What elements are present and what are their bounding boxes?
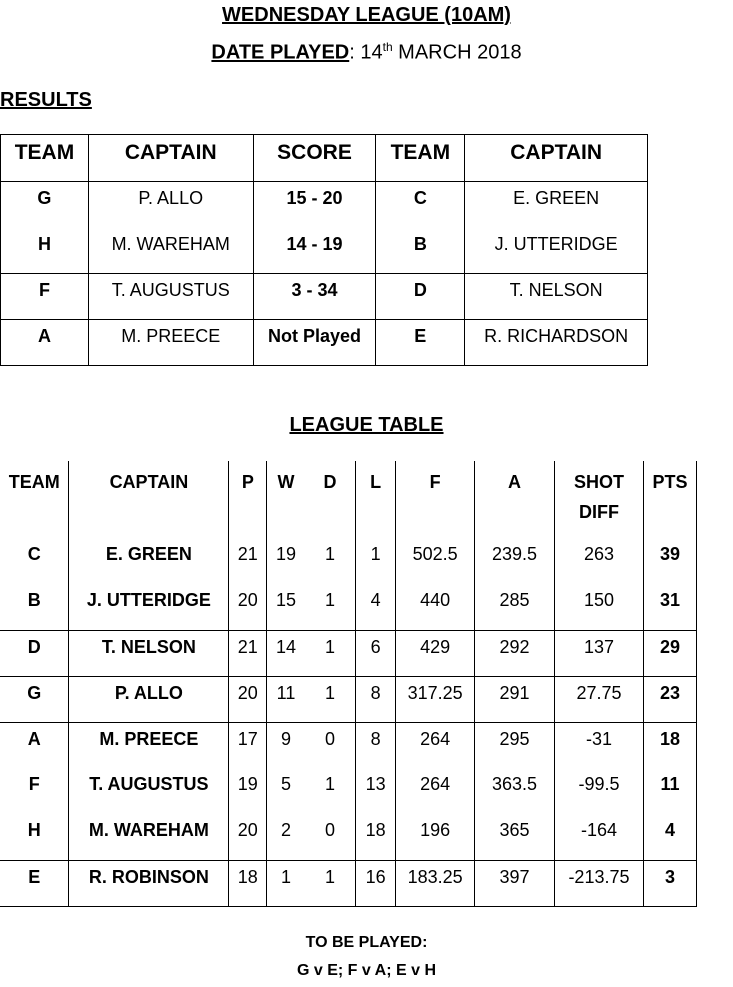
league-won: 5: [267, 768, 305, 814]
results-col-captain1: CAPTAIN: [88, 135, 253, 182]
league-col-for: F: [396, 461, 475, 538]
league-captain: M. PREECE: [69, 722, 229, 768]
date-rest: MARCH 2018: [392, 41, 522, 64]
league-against: 291: [475, 676, 555, 722]
league-shot-diff: -164: [555, 814, 644, 860]
league-points: 4: [643, 814, 696, 860]
league-row: [0, 768, 697, 814]
league-won: 15: [267, 584, 305, 630]
league-for: 502.5: [396, 538, 475, 584]
league-shot-diff: 150: [555, 584, 644, 630]
league-drawn: 0: [305, 722, 356, 768]
results-score: 15 - 20: [253, 182, 376, 228]
league-lost: 1: [356, 538, 396, 584]
results-captain2: E. GREEN: [465, 182, 648, 228]
results-team2: C: [376, 182, 465, 228]
league-against: 292: [475, 630, 555, 676]
league-points: 23: [643, 676, 696, 722]
league-header-row: [0, 461, 697, 538]
league-against: 397: [475, 860, 555, 906]
league-lost: 8: [356, 676, 396, 722]
league-team: E: [0, 860, 69, 906]
league-col-against: A: [475, 461, 555, 538]
league-drawn: 1: [305, 676, 356, 722]
results-header-row: [1, 135, 648, 182]
league-lost: 6: [356, 630, 396, 676]
results-score: 3 - 34: [253, 274, 376, 320]
results-captain2: J. UTTERIDGE: [465, 228, 648, 274]
league-won: 14: [267, 630, 305, 676]
date-played-label: DATE PLAYED: [211, 41, 350, 64]
league-won: 11: [267, 676, 305, 722]
league-points: 29: [643, 630, 696, 676]
league-lost: 13: [356, 768, 396, 814]
results-captain1: M. PREECE: [88, 320, 253, 366]
league-played: 18: [229, 860, 267, 906]
league-row: [0, 584, 697, 630]
league-drawn: 1: [324, 590, 335, 610]
league-points: 18: [643, 722, 696, 768]
results-team2: D: [376, 274, 465, 320]
league-col-points: PTS: [643, 461, 696, 538]
results-heading: RESULTS: [0, 89, 92, 111]
league-row: [0, 676, 697, 722]
league-row: [0, 538, 697, 584]
league-row: [0, 814, 697, 860]
shot-diff-line2: DIFF: [578, 502, 619, 522]
league-drawn: 1: [305, 860, 356, 906]
results-captain2: R. RICHARDSON: [465, 320, 648, 366]
results-score: 14 - 19: [253, 228, 376, 274]
league-lost: 18: [356, 814, 396, 860]
league-played: 20: [229, 584, 267, 630]
league-for: 196: [396, 814, 475, 860]
league-against: 285: [475, 584, 555, 630]
date-suffix: th: [382, 40, 393, 54]
league-shot-diff: -31: [555, 722, 644, 768]
results-score: Not Played: [253, 320, 376, 366]
league-captain: P. ALLO: [69, 676, 229, 722]
league-captain: J. UTTERIDGE: [69, 584, 229, 630]
league-captain: R. ROBINSON: [69, 860, 229, 906]
league-points: 11: [643, 768, 696, 814]
league-for: 429: [396, 630, 475, 676]
league-row: [0, 630, 697, 676]
results-row: [1, 182, 648, 228]
results-row: [1, 274, 648, 320]
page-title: WEDNESDAY LEAGUE (10AM): [222, 4, 511, 26]
results-captain1: M. WAREHAM: [88, 228, 253, 274]
to-be-played-label: TO BE PLAYED:: [305, 934, 428, 951]
league-col-won: W: [267, 461, 305, 538]
results-table: [0, 134, 648, 366]
league-col-shot-diff: [555, 461, 644, 538]
league-against: 365: [475, 814, 555, 860]
league-shot-diff: -213.75: [555, 860, 644, 906]
league-team: H: [27, 820, 41, 840]
league-col-captain: CAPTAIN: [69, 461, 229, 538]
league-col-played: P: [229, 461, 267, 538]
results-captain1: T. AUGUSTUS: [88, 274, 253, 320]
league-team: D: [0, 630, 69, 676]
league-captain: T. AUGUSTUS: [69, 768, 229, 814]
league-shot-diff: 27.75: [555, 676, 644, 722]
league-drawn: 1: [305, 630, 356, 676]
results-captain1: P. ALLO: [88, 182, 253, 228]
league-for: 264: [396, 768, 475, 814]
league-team: F: [28, 774, 40, 794]
league-captain: E. GREEN: [69, 538, 229, 584]
league-against: 363.5: [475, 768, 555, 814]
results-captain2: T. NELSON: [465, 274, 648, 320]
league-team: G: [0, 676, 69, 722]
league-team: A: [0, 722, 69, 768]
league-drawn: 0: [324, 820, 335, 840]
league-for: 183.25: [396, 860, 475, 906]
results-row: [1, 228, 648, 274]
league-won: 1: [267, 860, 305, 906]
league-table: [0, 461, 697, 907]
league-shot-diff: 263: [555, 538, 644, 584]
league-played: 21: [229, 538, 267, 584]
league-won: 2: [267, 814, 305, 860]
league-points: 39: [643, 538, 696, 584]
results-col-team1: TEAM: [1, 135, 89, 182]
league-table-heading: LEAGUE TABLE: [289, 414, 444, 436]
results-col-captain2: CAPTAIN: [465, 135, 648, 182]
results-col-score: SCORE: [253, 135, 376, 182]
league-shot-diff: 137: [555, 630, 644, 676]
league-team: B: [27, 590, 41, 610]
league-won: 19: [267, 538, 305, 584]
league-captain: T. NELSON: [69, 630, 229, 676]
league-shot-diff: -99.5: [555, 768, 644, 814]
league-played: 20: [229, 814, 267, 860]
league-points: 31: [643, 584, 696, 630]
results-team1: A: [1, 320, 89, 366]
league-for: 264: [396, 722, 475, 768]
league-played: 17: [229, 722, 267, 768]
league-played: 19: [229, 768, 267, 814]
league-against: 295: [475, 722, 555, 768]
shot-diff-line1: SHOT: [573, 472, 624, 492]
league-drawn: 1: [324, 544, 335, 564]
league-played: 20: [229, 676, 267, 722]
league-col-lost: L: [356, 461, 396, 538]
league-lost: 4: [356, 584, 396, 630]
date-played: [0, 40, 733, 65]
results-team2: B: [376, 228, 465, 274]
results-team1: G: [1, 182, 89, 228]
league-captain: M. WAREHAM: [69, 814, 229, 860]
league-points: 3: [643, 860, 696, 906]
league-col-drawn: D: [323, 472, 337, 492]
league-row: [0, 722, 697, 768]
league-row: [0, 860, 697, 906]
results-team1: H: [1, 228, 89, 274]
league-against: 239.5: [475, 538, 555, 584]
to-be-played-fixtures: G v E; F v A; E v H: [297, 962, 436, 979]
league-won: 9: [267, 722, 305, 768]
results-col-team2: TEAM: [376, 135, 465, 182]
date-day: 14: [360, 41, 383, 64]
league-team: C: [27, 544, 41, 564]
league-lost: 16: [356, 860, 396, 906]
league-for: 440: [396, 584, 475, 630]
league-col-team: TEAM: [8, 472, 60, 492]
results-team2: E: [376, 320, 465, 366]
league-played: 21: [229, 630, 267, 676]
league-lost: 8: [356, 722, 396, 768]
league-for: 317.25: [396, 676, 475, 722]
results-row: [1, 320, 648, 366]
date-separator: :: [349, 41, 361, 64]
results-team1: F: [1, 274, 89, 320]
league-drawn: 1: [324, 774, 335, 794]
